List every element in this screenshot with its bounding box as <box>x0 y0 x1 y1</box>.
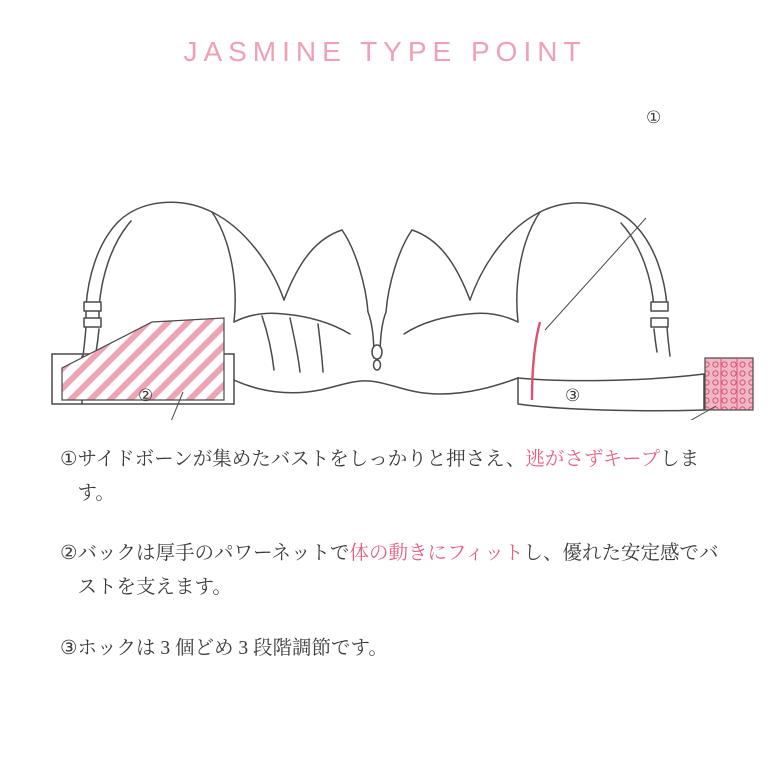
leader-lines <box>152 218 716 420</box>
note-marker-2: ② <box>60 543 78 565</box>
callout-marker-2: ② <box>138 386 154 405</box>
note-item-3 <box>60 632 720 666</box>
callout-marker-3: ③ <box>565 386 581 405</box>
note-marker-1: ① <box>60 449 78 470</box>
right-cup <box>386 203 634 334</box>
note-seg: バックは厚手のパワーネットで <box>77 543 350 565</box>
bra-illustration <box>0 90 770 420</box>
note-seg: します。 <box>77 449 700 505</box>
page-title: JASMINE TYPE POINT <box>183 36 587 67</box>
note-text-3 <box>77 632 720 666</box>
note-seg: し、優れた安定感でバストを支えます。 <box>77 543 719 599</box>
note-seg: サイドボーンが集めたバストをしっかりと押さえ、 <box>77 449 526 470</box>
note-text-2 <box>77 537 720 605</box>
notes-list <box>60 443 720 692</box>
right-strap <box>621 223 670 356</box>
center-gore <box>368 312 386 370</box>
note-seg-highlight: 体の動きにフィット <box>349 543 524 565</box>
note-item-2 <box>60 537 720 605</box>
right-side-boning-line <box>532 322 540 400</box>
callout-marker-1: ① <box>646 108 662 127</box>
note-seg: ホックは 3 個どめ 3 段階調節です。 <box>77 637 388 659</box>
note-marker-3: ③ <box>60 637 78 659</box>
back-hook-panel <box>705 358 753 410</box>
note-seg-highlight: 逃がさずキープ <box>525 449 661 470</box>
note-item-1 <box>60 443 720 511</box>
note-text-1 <box>77 443 720 511</box>
right-back-panel <box>518 374 704 411</box>
